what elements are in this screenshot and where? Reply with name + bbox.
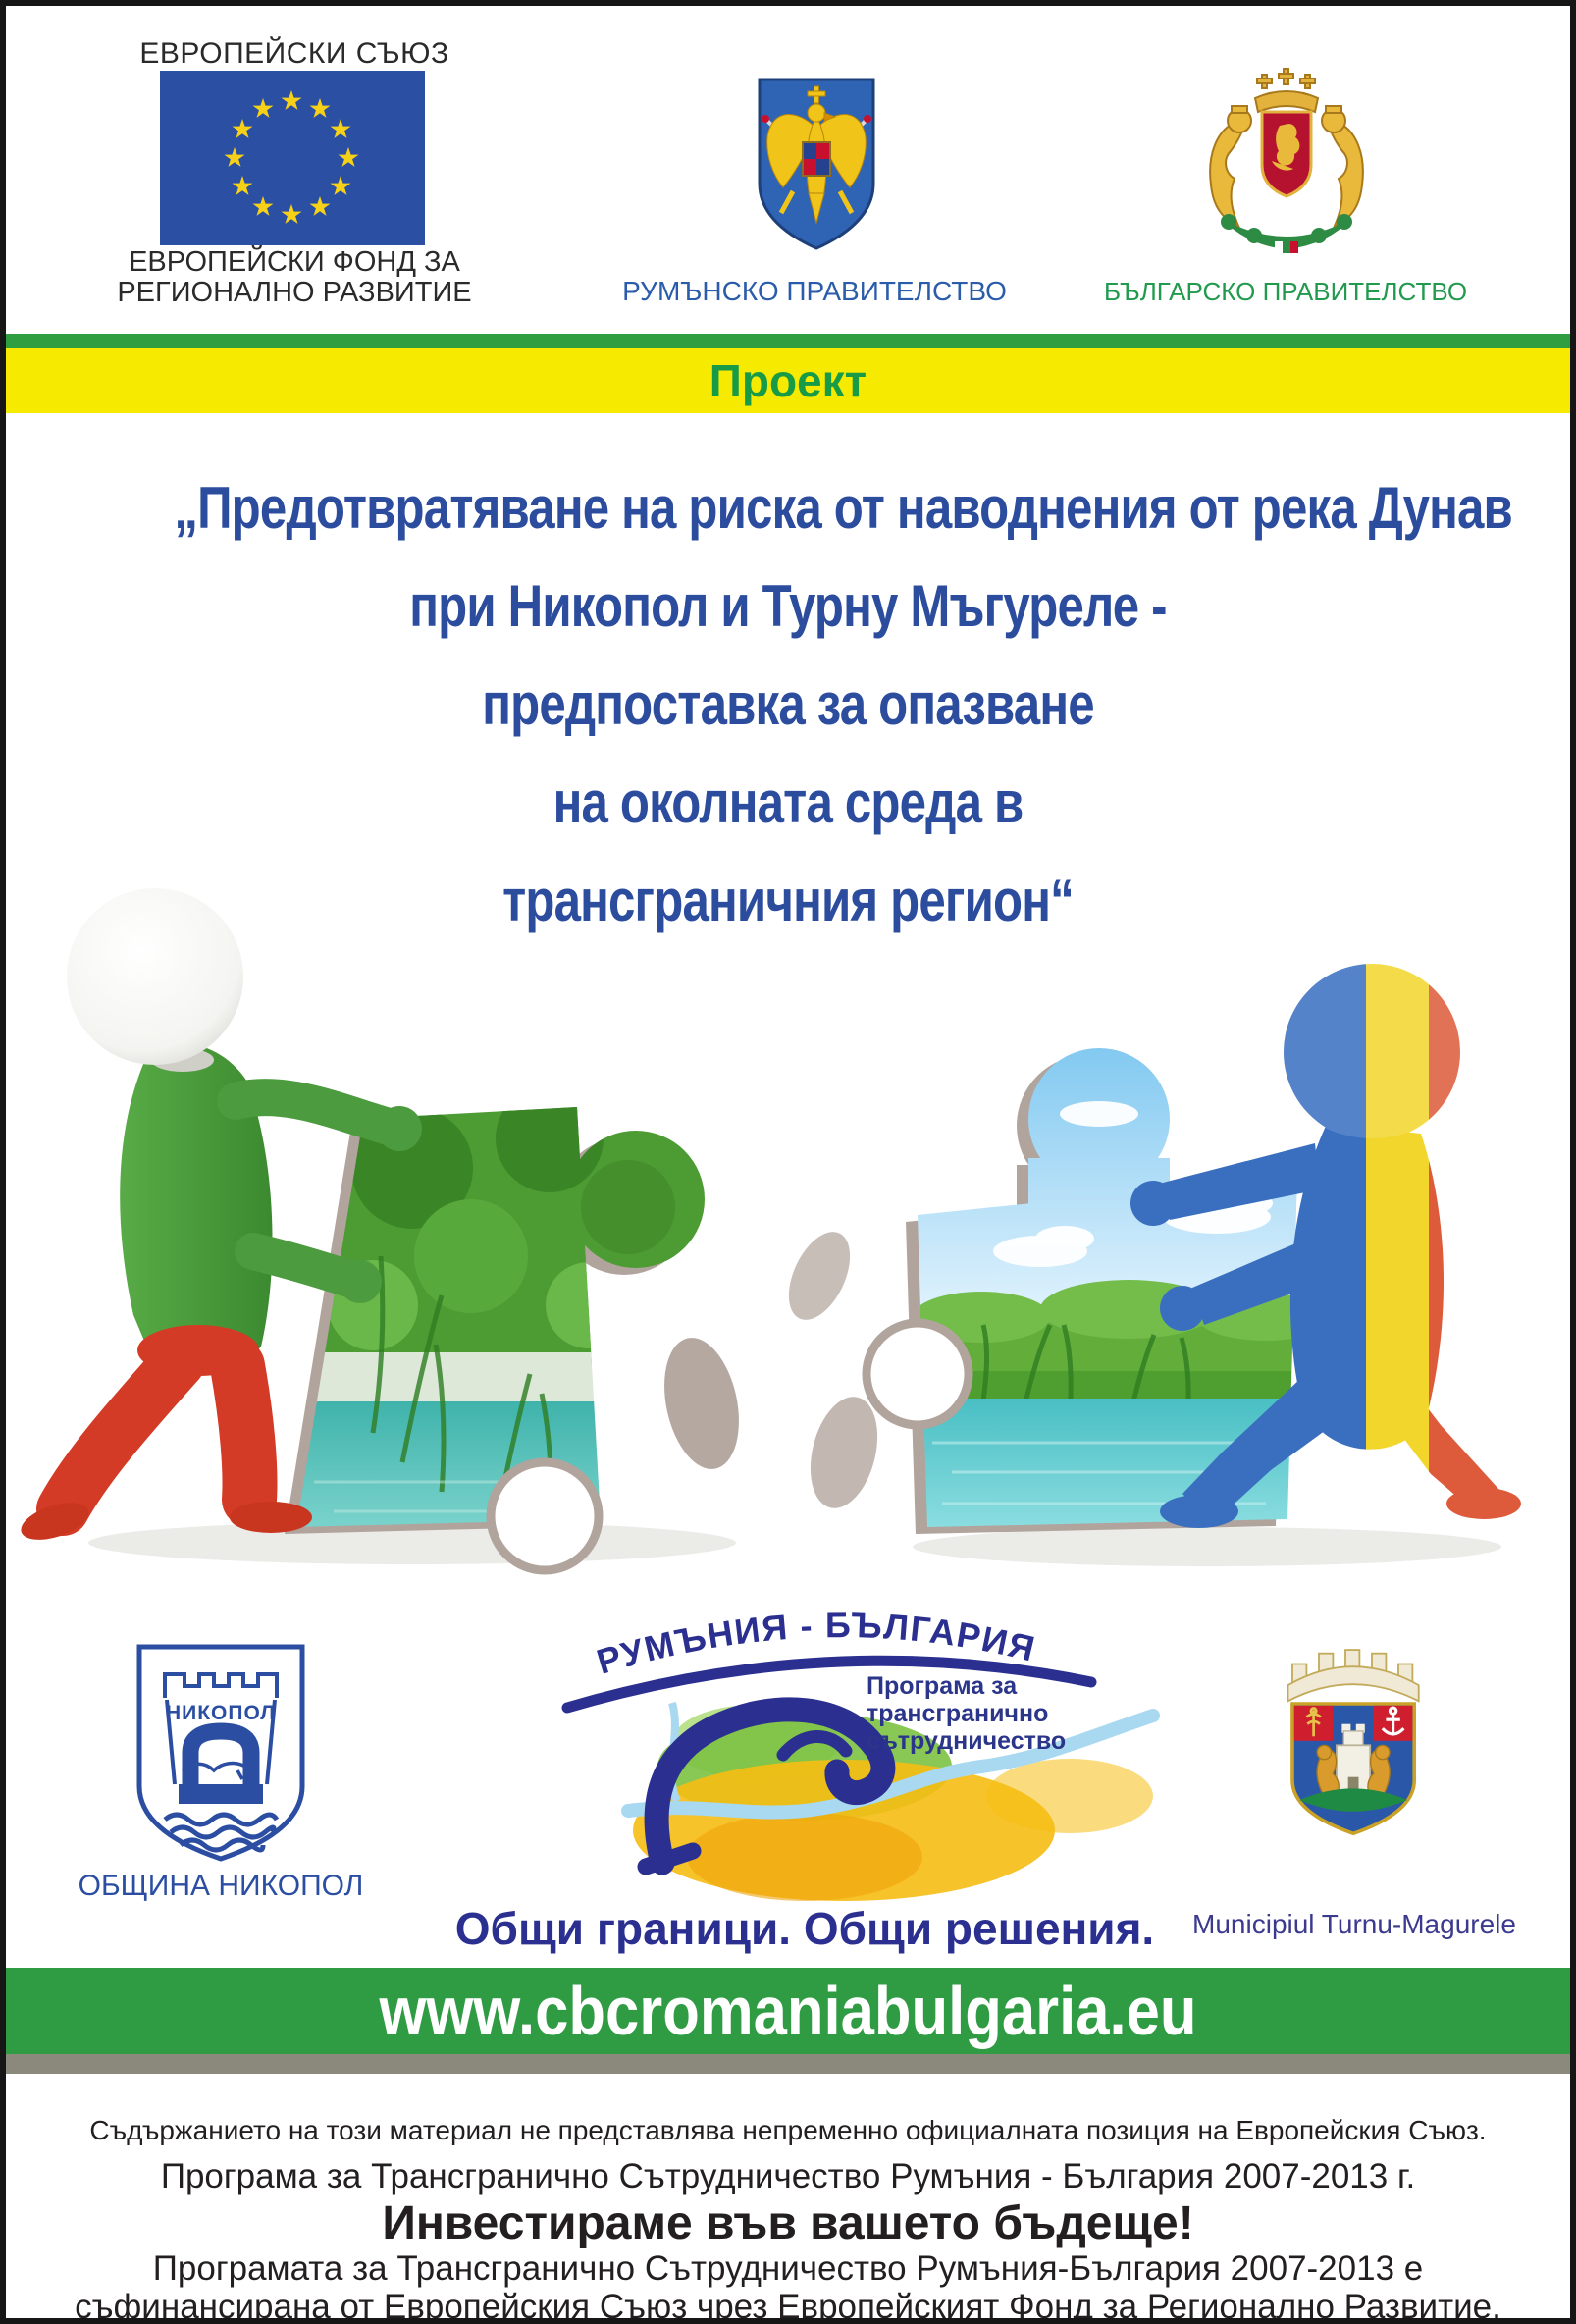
eu-fund-subtitle <box>74 247 515 308</box>
footer-programme-line: Програма за Трансгранично Сътрудничество Румъния - България 2007-2013 г. <box>160 2157 1416 2195</box>
eu-fund-line1: ЕВРОПЕЙСКИ ФОНД ЗА <box>129 246 460 278</box>
puzzle-knob-pieces <box>654 1223 888 1516</box>
website-url[interactable]: www.cbcromaniabulgaria.eu <box>379 1973 1197 2049</box>
programme-side-text-2: трансгранично <box>867 1700 1049 1727</box>
project-band <box>0 348 1576 413</box>
bulgarian-government-label: БЪЛГАРСКО ПРАВИТЕЛСТВО <box>1103 277 1468 306</box>
nikopol-municipality-label: ОБЩИНА НИКОПОЛ <box>78 1870 364 1902</box>
title-line-4: на околната среда в <box>552 769 1024 835</box>
cbc-programme-logo <box>461 1600 1207 1933</box>
footer-cofinance-line2: съфинансирана от Европейския Съюз чрез Европейският Фонд за Регионално Развитие. <box>75 2288 1501 2324</box>
crown-icon <box>1255 69 1318 112</box>
turnu-magurele-label: Municipiul Turnu-Magurele <box>1192 1909 1516 1939</box>
left-puzzle-piece <box>275 1080 726 1570</box>
title-line-5: трансграничния регион“ <box>502 868 1074 933</box>
programme-arc-text: РУМЪНИЯ - БЪЛГАРИЯ <box>592 1605 1040 1682</box>
gray-divider-strip <box>0 2054 1576 2074</box>
title-line-1: „Предотвратяване на риска от наводнения от река Дунав <box>174 475 1512 541</box>
project-title <box>39 459 1537 950</box>
eu-union-title: ЕВРОПЕЙСКИ СЪЮЗ <box>139 37 449 70</box>
green-divider-strip <box>0 334 1576 348</box>
breast-shield <box>803 142 830 176</box>
bulgarian-coat-of-arms <box>1178 59 1395 267</box>
eu-flag-icon <box>160 71 425 245</box>
eu-fund-line2: РЕГИОНАЛНО РАЗВИТИЕ <box>117 277 472 308</box>
mural-crown-icon <box>1288 1650 1419 1701</box>
footer-cofinance <box>62 2249 1514 2324</box>
programme-slogan: Общи граници. Общи решения. <box>454 1903 1155 1954</box>
programme-side-text-1: Програма за <box>867 1672 1018 1700</box>
website-band <box>0 1968 1576 2054</box>
romanian-coat-of-arms <box>754 74 879 254</box>
footer-cofinance-line1: Програмата за Трансгранично Сътрудничество Румъния-България 2007-2013 е <box>152 2249 1424 2288</box>
puzzle-illustration <box>0 883 1576 1590</box>
title-line-3: предпоставка за опазване <box>482 671 1094 737</box>
programme-side-text-3: сътрудничество <box>867 1727 1067 1755</box>
nikopol-emblem-text: НИКОПОЛ <box>165 1702 277 1724</box>
svg-text:РУМЪНИЯ - БЪЛГАРИЯ <box>592 1605 1039 1682</box>
romanian-government-label: РУМЪНСКО ПРАВИТЕЛСТВО <box>622 276 1007 306</box>
turnu-magurele-emblem <box>1266 1621 1443 1857</box>
title-line-2: при Никопол и Турну Мъгуреле - <box>409 573 1167 639</box>
nikopol-emblem <box>128 1637 314 1865</box>
footer-disclaimer: Съдържанието на този материал не представлява непременно официалната позиция на Европейския Съюз. <box>89 2115 1487 2145</box>
oak-wreath <box>1221 214 1352 253</box>
footer-invest-line: Инвестираме във вашето бъдеще! <box>382 2197 1194 2249</box>
project-band-label: Проект <box>709 355 867 406</box>
